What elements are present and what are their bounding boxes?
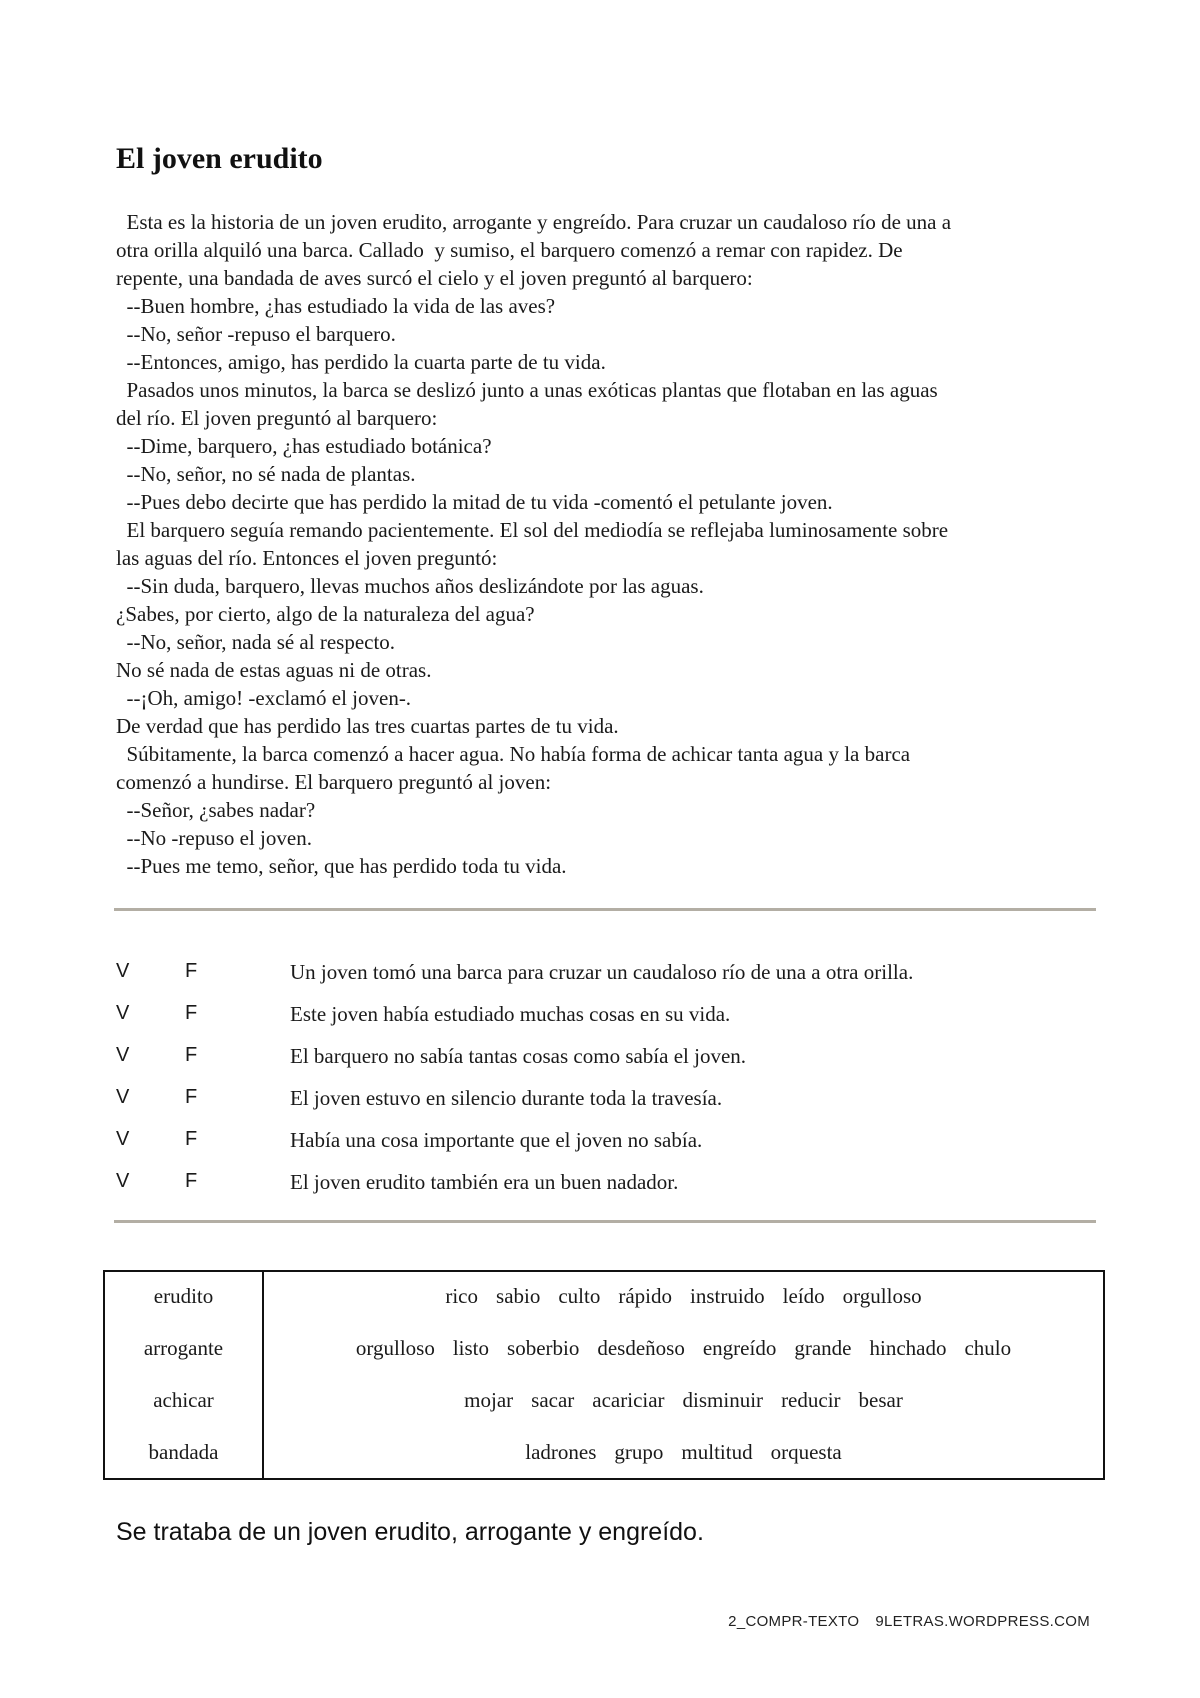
true-false-exercise xyxy=(114,960,1096,1212)
true-option[interactable]: V xyxy=(116,1128,130,1150)
story-text xyxy=(116,208,1096,880)
divider-top xyxy=(114,908,1096,911)
summary-sentence: Se trataba de un joven erudito, arrogante y engreído. xyxy=(116,1518,704,1546)
page-footer xyxy=(728,1613,1090,1630)
true-option[interactable]: V xyxy=(116,960,130,982)
vocabulary-word: erudito xyxy=(153,1284,214,1308)
vocabulary-row xyxy=(105,1272,1103,1324)
story-line: --Dime, barquero, ¿has estudiado botánica? xyxy=(116,434,492,458)
story-line: Pasados unos minutos, la barca se deslizó junto a unas exóticas plantas que flotaban en las aguas xyxy=(116,378,938,402)
false-option[interactable]: F xyxy=(185,1086,198,1108)
vocabulary-row xyxy=(105,1324,1103,1376)
vocabulary-option[interactable]: chulo xyxy=(964,1336,1012,1360)
vocabulary-option[interactable]: orgulloso xyxy=(355,1336,435,1360)
story-line: las aguas del río. Entonces el joven preguntó: xyxy=(116,546,498,570)
true-option[interactable]: V xyxy=(116,1002,130,1024)
vocabulary-option[interactable]: engreído xyxy=(702,1336,777,1360)
statement-text: Había una cosa importante que el joven no sabía. xyxy=(290,1128,703,1152)
story-line: El barquero seguía remando pacientemente. El sol del mediodía se reflejaba luminosamente sobre xyxy=(116,518,949,542)
story-line: --Buen hombre, ¿has estudiado la vida de las aves? xyxy=(116,294,556,318)
vocabulary-option[interactable]: sabio xyxy=(496,1284,541,1308)
vocabulary-option[interactable]: rico xyxy=(445,1284,479,1308)
true-option[interactable]: V xyxy=(116,1170,130,1192)
vocabulary-option[interactable]: besar xyxy=(858,1388,903,1412)
story-line: De verdad que has perdido las tres cuartas partes de tu vida. xyxy=(116,714,619,738)
story-line: --¡Oh, amigo! -exclamó el joven-. xyxy=(116,686,412,710)
false-option[interactable]: F xyxy=(185,1044,198,1066)
false-option[interactable]: F xyxy=(185,1170,198,1192)
vocabulary-option[interactable]: rápido xyxy=(618,1284,672,1308)
vocabulary-word: bandada xyxy=(148,1440,219,1464)
true-false-row xyxy=(114,1086,1096,1128)
story-line: ¿Sabes, por cierto, algo de la naturaleza del agua? xyxy=(116,602,535,626)
story-line: --No, señor, no sé nada de plantas. xyxy=(116,462,416,486)
vocabulary-options xyxy=(264,1388,1103,1413)
vocabulary-option[interactable]: leído xyxy=(782,1284,825,1308)
vocabulary-option[interactable]: desdeñoso xyxy=(597,1336,685,1360)
story-line: Esta es la historia de un joven erudito, arrogante y engreído. Para cruzar un caudaloso río de una a xyxy=(116,210,952,234)
vocabulary-option[interactable]: soberbio xyxy=(507,1336,580,1360)
story-line: otra orilla alquiló una barca. Callado y sumiso, el barquero comenzó a remar con rapidez. De xyxy=(116,238,903,262)
vocabulary-word: achicar xyxy=(153,1388,214,1412)
statement-text: El joven erudito también era un buen nadador. xyxy=(290,1170,679,1194)
story-line: del río. El joven preguntó al barquero: xyxy=(116,406,438,430)
vocabulary-options xyxy=(264,1284,1103,1309)
vocabulary-row xyxy=(105,1428,1103,1480)
false-option[interactable]: F xyxy=(185,1128,198,1150)
true-false-row xyxy=(114,1002,1096,1044)
vocabulary-option[interactable]: hinchado xyxy=(869,1336,947,1360)
statement-text: Este joven había estudiado muchas cosas en su vida. xyxy=(290,1002,731,1026)
story-line: --Entonces, amigo, has perdido la cuarta parte de tu vida. xyxy=(116,350,606,374)
page-title: El joven erudito xyxy=(116,142,323,175)
statement-text: Un joven tomó una barca para cruzar un caudaloso río de una a otra orilla. xyxy=(290,960,914,984)
statement-text: El barquero no sabía tantas cosas como sabía el joven. xyxy=(290,1044,747,1068)
story-line: Súbitamente, la barca comenzó a hacer agua. No había forma de achicar tanta agua y la barca xyxy=(116,742,911,766)
vocabulary-options xyxy=(264,1440,1103,1465)
story-line: repente, una bandada de aves surcó el cielo y el joven preguntó al barquero: xyxy=(116,266,753,290)
story-line: --Pues debo decirte que has perdido la mitad de tu vida -comentó el petulante joven. xyxy=(116,490,833,514)
story-line: --Pues me temo, señor, que has perdido toda tu vida. xyxy=(116,854,567,878)
false-option[interactable]: F xyxy=(185,1002,198,1024)
vocabulary-option[interactable]: culto xyxy=(558,1284,601,1308)
vocabulary-option[interactable]: orquesta xyxy=(770,1440,842,1464)
vocabulary-option[interactable]: sacar xyxy=(531,1388,575,1412)
vocabulary-table xyxy=(103,1270,1105,1480)
vocabulary-option[interactable]: listo xyxy=(452,1336,490,1360)
vocabulary-option[interactable]: ladrones xyxy=(525,1440,597,1464)
footer-site: 9LETRAS.WORDPRESS.COM xyxy=(875,1613,1090,1630)
story-line: --Señor, ¿sabes nadar? xyxy=(116,798,316,822)
story-line: comenzó a hundirse. El barquero preguntó al joven: xyxy=(116,770,552,794)
true-false-row xyxy=(114,960,1096,1002)
story-line: --Sin duda, barquero, llevas muchos años deslizándote por las aguas. xyxy=(116,574,704,598)
vocabulary-option[interactable]: instruido xyxy=(690,1284,765,1308)
true-option[interactable]: V xyxy=(116,1086,130,1108)
statement-text: El joven estuvo en silencio durante toda la travesía. xyxy=(290,1086,723,1110)
vocabulary-option[interactable]: acariciar xyxy=(592,1388,665,1412)
true-false-row xyxy=(114,1128,1096,1170)
vocabulary-row xyxy=(105,1376,1103,1428)
story-line: --No -repuso el joven. xyxy=(116,826,312,850)
vocabulary-option[interactable]: orgulloso xyxy=(842,1284,922,1308)
true-false-row xyxy=(114,1170,1096,1212)
vocabulary-option[interactable]: grande xyxy=(794,1336,852,1360)
vocabulary-option[interactable]: disminuir xyxy=(682,1388,764,1412)
true-false-row xyxy=(114,1044,1096,1086)
vocabulary-word: arrogante xyxy=(143,1336,224,1360)
vocabulary-option[interactable]: multitud xyxy=(681,1440,753,1464)
story-line: --No, señor -repuso el barquero. xyxy=(116,322,396,346)
false-option[interactable]: F xyxy=(185,960,198,982)
vocabulary-option[interactable]: mojar xyxy=(464,1388,514,1412)
true-option[interactable]: V xyxy=(116,1044,130,1066)
story-line: No sé nada de estas aguas ni de otras. xyxy=(116,658,432,682)
footer-code: 2_COMPR-TEXTO xyxy=(728,1613,860,1630)
vocabulary-options xyxy=(264,1336,1103,1361)
divider-bottom xyxy=(114,1220,1096,1223)
vocabulary-option[interactable]: reducir xyxy=(781,1388,841,1412)
story-line: --No, señor, nada sé al respecto. xyxy=(116,630,396,654)
vocabulary-option[interactable]: grupo xyxy=(614,1440,664,1464)
